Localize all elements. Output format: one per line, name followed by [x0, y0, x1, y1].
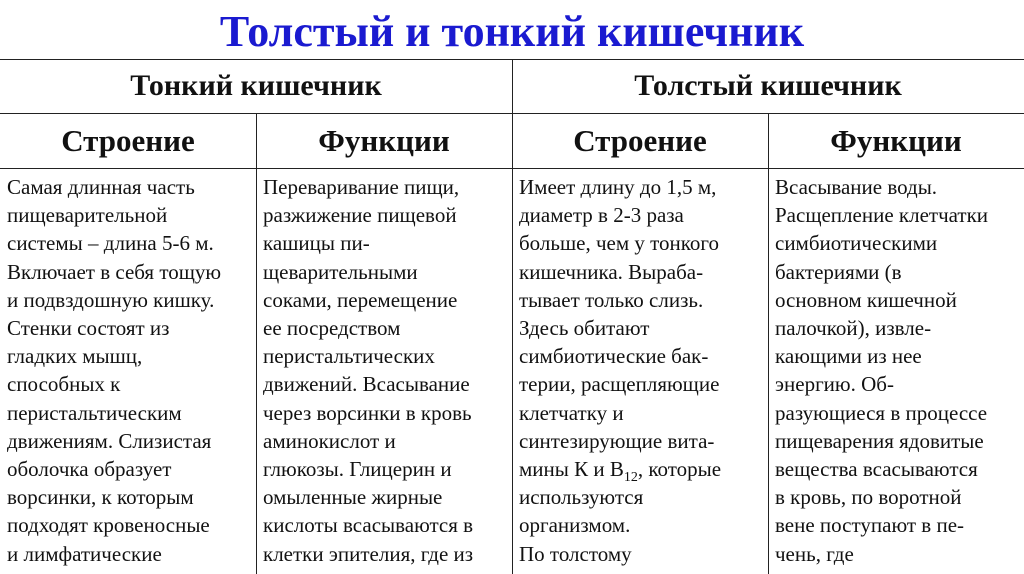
section-header-small-intestine: Тонкий кишечник — [130, 69, 382, 102]
text-line: глюкозы. Глицерин и — [263, 457, 452, 482]
text-line: чень, где — [775, 541, 854, 566]
text-line: синтезирующие вита- — [519, 428, 715, 453]
text-line: Включает в себя тощую — [7, 259, 222, 284]
text-line: Переваривание пищи, — [263, 175, 460, 199]
text-line: симбиотическими — [775, 231, 938, 256]
text-line: клетки эпителия, где из — [263, 541, 474, 566]
text-line: ворсинки, к которым — [7, 485, 194, 510]
cell-large-structure — [519, 173, 765, 574]
text-line: в кровь, по воротной — [775, 485, 962, 510]
text-line: перистальтическим — [7, 400, 182, 425]
text-line: вещества всасываются — [775, 457, 978, 482]
text-line: По толстому — [519, 541, 632, 566]
text-line: кашицы пи- — [263, 231, 370, 256]
text-line: вене поступают в пе- — [775, 513, 965, 538]
grid-line-col-3 — [768, 113, 769, 574]
text-line: больше, чем у тонкого — [519, 231, 719, 256]
page-title: Толстый и тонкий кишечник — [219, 7, 805, 56]
text-line: кающими из нее — [775, 344, 922, 369]
text-line: используются — [519, 485, 644, 510]
grid-line-col-1 — [256, 113, 257, 574]
text-line: движениям. Слизистая — [7, 428, 212, 453]
column-header-large-functions: Функции — [830, 123, 962, 158]
text-line: движений. Всасывание — [263, 372, 470, 397]
text-line: соками, перемещение — [263, 287, 458, 312]
text-line: ее посредством — [263, 316, 401, 341]
text-line: способных к — [7, 372, 121, 397]
column-header-small-structure: Строение — [61, 123, 195, 158]
text-line: щеварительными — [263, 259, 418, 284]
text-line: диаметр в 2-3 раза — [519, 203, 684, 228]
section-header-large-intestine: Толстый кишечник — [634, 69, 902, 102]
text-line: системы – длина 5-6 м. — [7, 231, 214, 256]
column-header-small-functions: Функции — [318, 123, 450, 158]
text-line: пищеварительной — [7, 203, 168, 228]
text-line: Здесь обитают — [519, 316, 650, 341]
text-line: кислоты всасываются в — [263, 513, 474, 538]
text-line: Самая длинная часть — [7, 175, 195, 199]
column-header-large-structure: Строение — [573, 123, 707, 158]
text-line: аминокислот и — [263, 428, 396, 453]
text-line: и лимфатические — [7, 541, 162, 566]
text-line: тывает только слизь. — [519, 287, 704, 312]
text-line: Имеет длину до 1,5 м, — [519, 175, 717, 199]
text-line: энергию. Об- — [775, 372, 894, 397]
text-line: и подвздошную кишку. — [7, 287, 215, 312]
text-line: терии, расщепляющие — [519, 372, 720, 397]
cell-small-structure — [7, 173, 253, 574]
text-line: бактериями (в — [775, 259, 902, 284]
text-line: разжижение пищевой — [263, 203, 457, 228]
text-line: симбиотические бак- — [519, 344, 709, 369]
text-line: Всасывание воды. — [775, 175, 938, 199]
cell-large-functions — [775, 173, 1021, 574]
text-line: клетчатку и — [519, 400, 624, 425]
text-line: Стенки состоят из — [7, 316, 170, 341]
text-line: основном кишечной — [775, 287, 957, 312]
text-line: омыленные жирные — [263, 485, 443, 510]
text-segment: мины К и В — [519, 457, 624, 482]
text-line: подходят кровеносные — [7, 513, 210, 538]
text-line: Расщепление клетчатки — [775, 203, 989, 228]
cell-small-functions — [263, 173, 509, 574]
text-line: гладких мышц, — [7, 344, 143, 369]
text-line: организмом. — [519, 513, 631, 538]
text-line: перистальтических — [263, 344, 435, 369]
text-line: палочкой), извле- — [775, 316, 932, 341]
text-line: пищеварения ядовитые — [775, 428, 984, 453]
subscript: 12 — [623, 470, 638, 486]
text-line: через ворсинки в кровь — [263, 400, 472, 425]
text-line: кишечника. Выраба- — [519, 259, 704, 284]
text-line — [519, 455, 765, 486]
text-segment: , которые — [637, 457, 722, 482]
text-line: оболочка образует — [7, 457, 172, 482]
text-line: разующиеся в процессе — [775, 400, 988, 425]
